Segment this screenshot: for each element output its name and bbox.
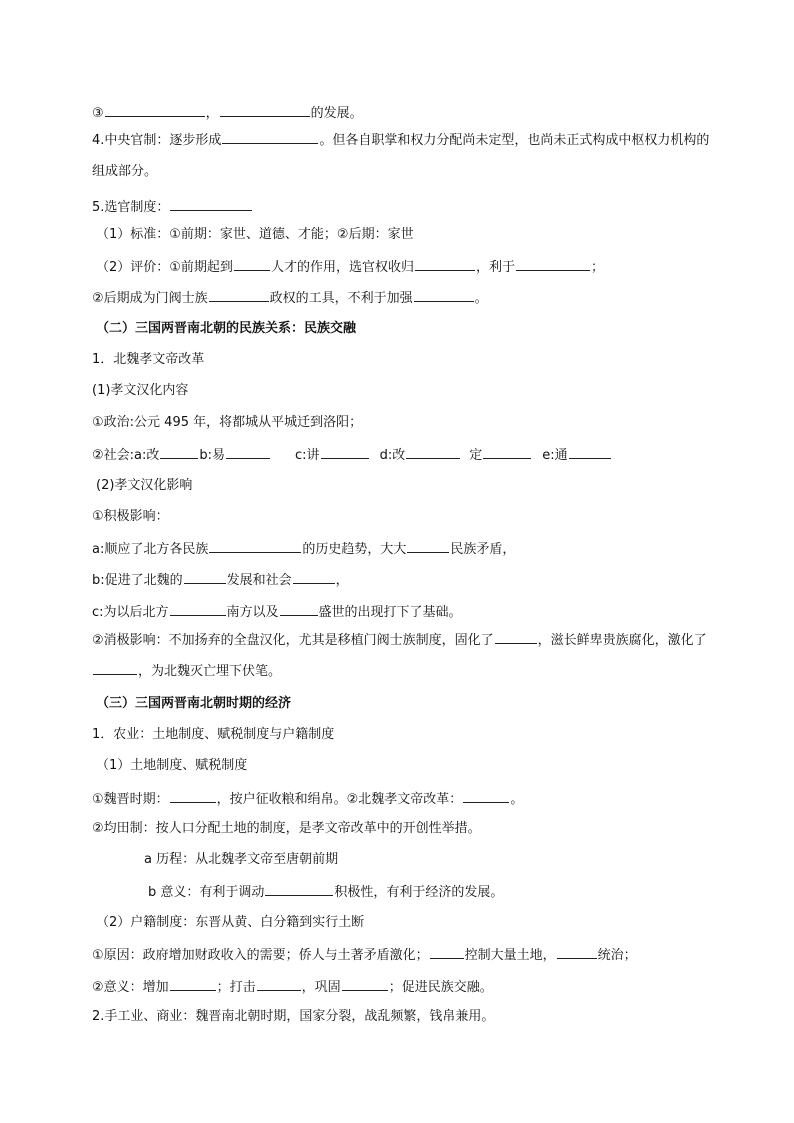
text-line-16	[92, 601, 714, 623]
fill-in-blank[interactable]	[463, 788, 509, 803]
text-line-4	[96, 225, 714, 245]
line-text: 1．北魏孝文帝改革	[92, 352, 205, 367]
fill-in-blank[interactable]	[406, 444, 460, 459]
line-text: 1．农业：土地制度、赋税制度与户籍制度	[92, 727, 335, 742]
line-text: (2)孝文汉化影响	[96, 478, 193, 493]
text-line-13	[92, 507, 714, 527]
fill-in-blank[interactable]	[160, 444, 198, 459]
line-text: b 意义：有利于调动	[148, 885, 265, 900]
text-line-14	[92, 538, 714, 560]
line-text: 的历史趋势，大大	[302, 542, 407, 557]
line-text: 发展和社会	[226, 573, 292, 588]
line-text: ，为北魏灭亡埋下伏笔。	[138, 664, 282, 679]
line-text: b:易	[199, 448, 226, 463]
text-line-15	[92, 569, 714, 591]
text-line-25	[96, 913, 714, 933]
text-line-6	[92, 287, 714, 309]
line-text: 。	[474, 291, 488, 306]
fill-in-blank[interactable]	[257, 976, 301, 991]
text-line-12	[96, 476, 714, 496]
line-text: ；	[590, 260, 604, 275]
line-text: 4.中央官制：逐步形成	[92, 133, 222, 148]
fill-in-blank[interactable]	[184, 569, 226, 584]
fill-in-blank[interactable]	[483, 444, 531, 459]
line-text: （2）户籍制度：东晋从黄、白分籍到实行土断	[96, 915, 365, 930]
fill-in-blank[interactable]	[495, 629, 537, 644]
text-line-1	[92, 102, 714, 124]
fill-in-blank[interactable]	[293, 569, 335, 584]
line-text: e:通	[542, 448, 568, 463]
fill-in-blank[interactable]	[234, 256, 270, 271]
text-line-26	[92, 944, 714, 966]
line-text: ，	[205, 106, 219, 121]
fill-in-blank[interactable]	[209, 538, 301, 553]
line-text: ①积极影响：	[92, 509, 169, 524]
fill-in-blank[interactable]	[105, 102, 205, 117]
fill-in-blank[interactable]	[516, 256, 590, 271]
fill-in-blank[interactable]	[414, 287, 474, 302]
line-text: （1）标准：①前期：家世、道德、才能；②后期：家世	[96, 227, 414, 242]
line-text: 盛世的出现打下了基础。	[318, 605, 462, 620]
fill-in-blank[interactable]	[170, 601, 226, 616]
line-text: ②消极影响：不加扬弃的全盘汉化，尤其是移植门阀士族制度，固化了	[92, 633, 494, 648]
line-text: 民族矛盾，	[450, 542, 516, 557]
text-line-28	[92, 1007, 714, 1027]
text-line-22	[92, 819, 714, 839]
line-text: （二）三国两晋南北朝的民族关系：民族交融	[96, 321, 357, 336]
line-text: c:为以后北方	[92, 605, 169, 620]
text-line-11	[92, 444, 714, 466]
line-text: ②社会:a:改	[92, 448, 160, 463]
fill-in-blank[interactable]	[222, 129, 318, 144]
fill-in-blank[interactable]	[415, 256, 475, 271]
text-line-5	[96, 256, 714, 278]
line-text: （1）土地制度、赋税制度	[96, 758, 248, 773]
text-line-10	[92, 413, 714, 433]
line-text: 统治；	[597, 948, 637, 963]
text-line-20	[96, 756, 714, 776]
line-text: a:顺应了北方各民族	[92, 542, 209, 557]
text-line-9	[92, 381, 714, 401]
fill-in-blank[interactable]	[280, 601, 318, 616]
line-text: 控制大量土地，	[464, 948, 556, 963]
text-line-2	[92, 125, 714, 187]
fill-in-blank[interactable]	[209, 287, 269, 302]
fill-in-blank[interactable]	[342, 976, 388, 991]
line-text: ②后期成为门阀士族	[92, 291, 208, 306]
text-line-7	[96, 319, 714, 339]
line-text: ①原因：政府增加财政收入的需要；侨人与土著矛盾激化；	[92, 948, 429, 963]
text-line-3	[92, 196, 714, 218]
line-text: 政权的工具，不利于加强	[269, 291, 413, 306]
line-text: ，	[335, 573, 349, 588]
line-text: ②均田制：按人口分配土地的制度，是孝文帝改革中的开创性举措。	[92, 821, 481, 836]
line-text: d:改	[379, 448, 406, 463]
line-text: （三）三国两晋南北朝时期的经济	[96, 696, 292, 711]
text-line-23	[144, 850, 714, 870]
fill-in-blank[interactable]	[226, 444, 270, 459]
text-line-17	[92, 625, 714, 687]
text-line-8	[92, 350, 714, 370]
text-line-21	[92, 788, 714, 810]
line-text: 南方以及	[226, 605, 279, 620]
line-text: c:讲	[295, 448, 320, 463]
line-text: ②意义：增加	[92, 980, 169, 995]
line-text: b:促进了北魏的	[92, 573, 183, 588]
line-text: 人才的作用，选官权收归	[270, 260, 414, 275]
line-text: ，按户征收粮和绢帛。②北魏孝文帝改革：	[216, 792, 463, 807]
line-text: 。但各自职掌和权力分配尚未定型，也尚未正式构成中枢权力机构的组成部分。	[92, 133, 710, 179]
line-text: ；打击	[216, 980, 256, 995]
line-text: 积极性，有利于经济的发展。	[334, 885, 504, 900]
text-line-27	[92, 976, 714, 998]
fill-in-blank[interactable]	[220, 102, 310, 117]
line-text: ，巩固	[301, 980, 341, 995]
fill-in-blank[interactable]	[407, 538, 449, 553]
line-text: ①政治:公元 495 年，将都城从平城迁到洛阳；	[92, 415, 363, 430]
line-text: ，滋长鲜卑贵族腐化，激化了	[537, 633, 707, 648]
line-text: 。	[510, 792, 524, 807]
line-text: ，利于	[475, 260, 515, 275]
line-text: 的发展。	[310, 106, 363, 121]
fill-in-blank[interactable]	[265, 881, 333, 896]
fill-in-blank[interactable]	[170, 976, 216, 991]
line-text: ；促进民族交融。	[388, 980, 493, 995]
line-text: 5.选官制度：	[92, 200, 170, 215]
fill-in-blank[interactable]	[93, 660, 137, 675]
fill-in-blank[interactable]	[170, 788, 216, 803]
fill-in-blank[interactable]	[557, 944, 597, 959]
line-text: ①魏晋时期：	[92, 792, 169, 807]
fill-in-blank[interactable]	[321, 444, 369, 459]
line-text: a 历程：从北魏孝文帝至唐朝前期	[144, 852, 339, 867]
line-text: ③	[92, 106, 104, 121]
fill-in-blank[interactable]	[170, 196, 252, 211]
line-text: （2）评价：①前期起到	[96, 260, 233, 275]
fill-in-blank[interactable]	[569, 444, 611, 459]
line-text: 定	[469, 448, 483, 463]
text-line-18	[96, 694, 714, 714]
text-line-19	[92, 725, 714, 745]
fill-in-blank[interactable]	[430, 944, 464, 959]
line-text: (1)孝文汉化内容	[92, 383, 189, 398]
text-line-24	[148, 881, 714, 903]
line-text: 2.手工业、商业：魏晋南北朝时期，国家分裂，战乱频繁，钱帛兼用。	[92, 1009, 495, 1024]
